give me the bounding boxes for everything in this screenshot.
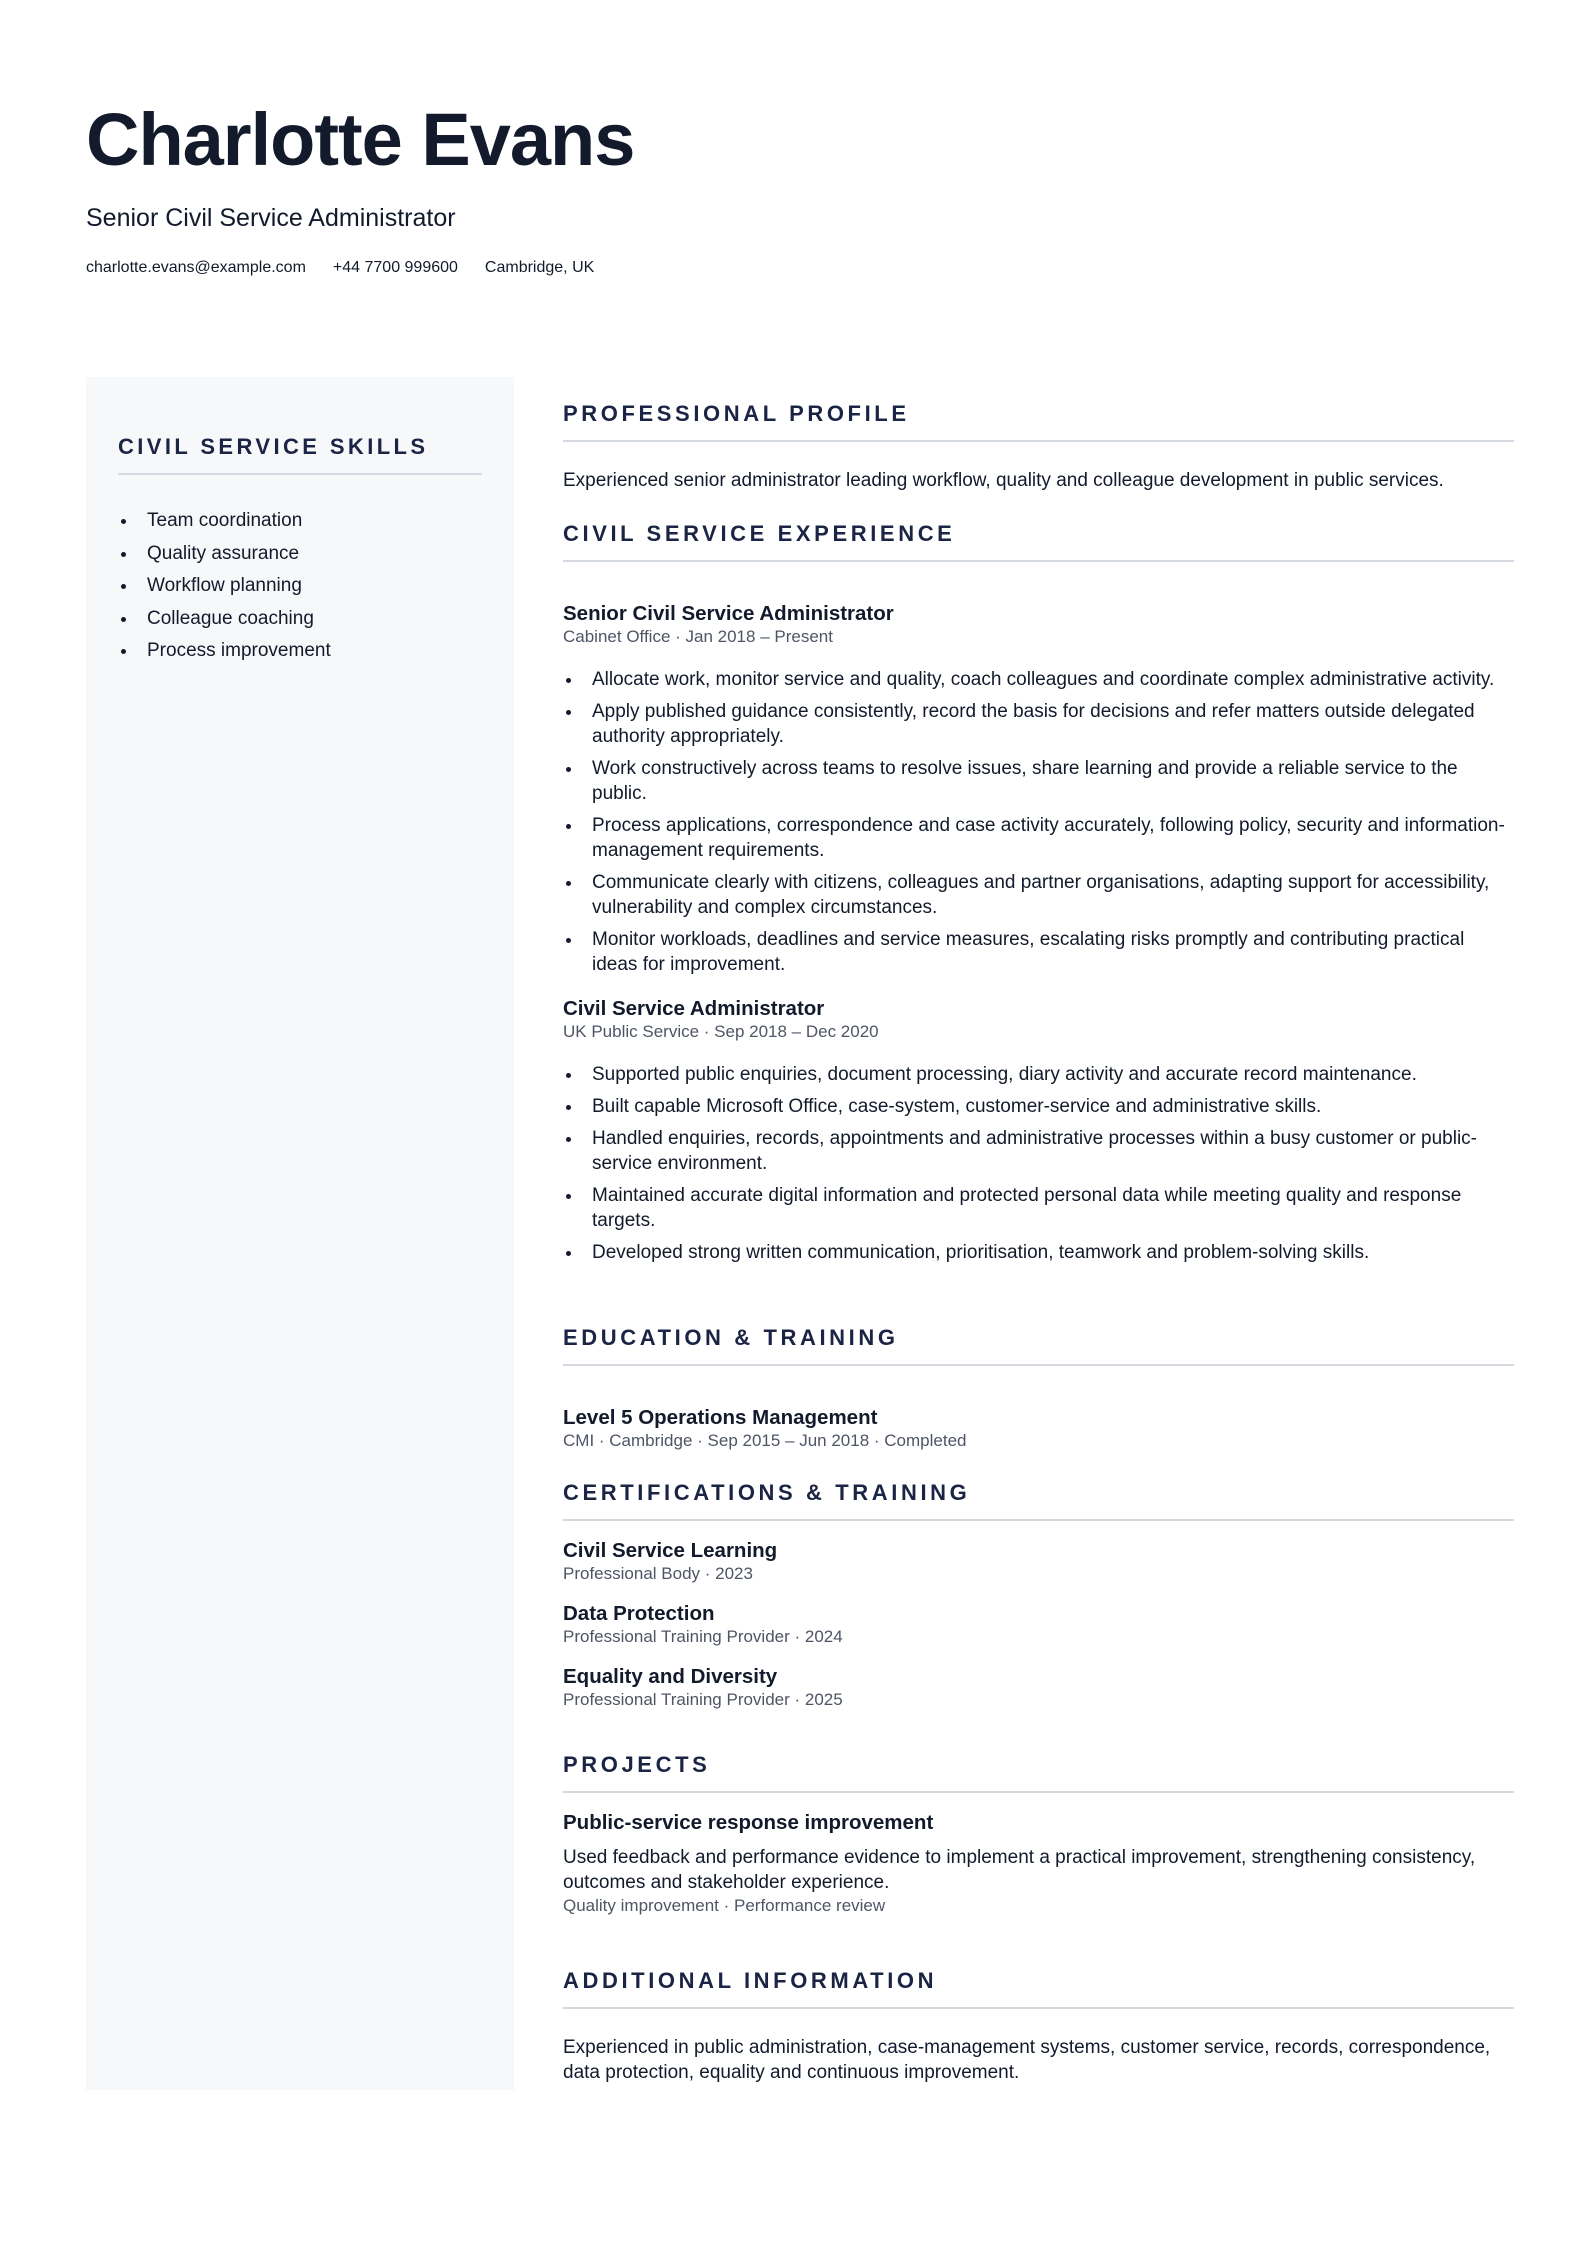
job-bullet: Allocate work, monitor service and quality, coach colleagues and coordinate complex administrative activity.	[563, 667, 1514, 692]
contact-phone[interactable]: +44 7700 999600	[332, 259, 458, 276]
skills-section	[118, 433, 482, 668]
certification-entry	[563, 1602, 1514, 1648]
additional-text: Experienced in public administration, case-management systems, customer service, records, correspondence, data protection, equality and continuous improvement.	[563, 2037, 1491, 2083]
education-section	[563, 1324, 1514, 1452]
sidebar	[86, 377, 514, 2090]
projects-section	[563, 1751, 1514, 1917]
job-title: Civil Service Administrator	[563, 997, 825, 1020]
certification-entry	[563, 1665, 1514, 1711]
contact-location: Cambridge, UK	[484, 259, 595, 276]
profile-heading: PROFESSIONAL PROFILE	[563, 401, 910, 426]
profile-summary: Experienced senior administrator leading workflow, quality and colleague development in public services.	[563, 470, 1444, 491]
skill-item: Team coordination	[118, 505, 482, 538]
section-divider	[563, 1519, 1514, 1521]
section-divider	[563, 1791, 1514, 1793]
certification-title: Data Protection	[563, 1602, 715, 1625]
section-divider	[563, 2007, 1514, 2009]
project-tags: Quality improvement · Performance review	[563, 1896, 886, 1915]
skills-heading: CIVIL SERVICE SKILLS	[118, 434, 429, 459]
job-bullet: Developed strong written communication, prioritisation, teamwork and problem-solving skills.	[563, 1240, 1514, 1265]
section-divider	[563, 1364, 1514, 1366]
job-entry	[563, 602, 1514, 977]
project-entry	[563, 1811, 1514, 1917]
project-title: Public-service response improvement	[563, 1811, 934, 1834]
certifications-section	[563, 1479, 1514, 1711]
job-bullet: Work constructively across teams to resolve issues, share learning and provide a reliable service to the public.	[563, 756, 1514, 806]
certification-meta: Professional Training Provider · 2024	[563, 1627, 843, 1646]
education-title: Level 5 Operations Management	[563, 1406, 878, 1429]
section-divider	[563, 440, 1514, 442]
candidate-headline: Senior Civil Service Administrator	[86, 204, 456, 232]
job-bullet: Monitor workloads, deadlines and service measures, escalating risks promptly and contributing practical ideas for improvement.	[563, 927, 1514, 977]
resume-header	[86, 96, 1506, 278]
certifications-heading: CERTIFICATIONS & TRAINING	[563, 1480, 971, 1505]
job-bullets	[563, 1062, 1514, 1265]
skill-item: Colleague coaching	[118, 603, 482, 636]
section-divider	[563, 560, 1514, 562]
job-meta: Cabinet Office · Jan 2018 – Present	[563, 627, 833, 646]
education-entry	[563, 1406, 1514, 1452]
skill-item: Quality assurance	[118, 538, 482, 571]
experience-section	[563, 520, 1514, 1265]
certification-meta: Professional Training Provider · 2025	[563, 1690, 843, 1709]
additional-section	[563, 1967, 1514, 2085]
education-heading: EDUCATION & TRAINING	[563, 1325, 899, 1350]
certification-meta: Professional Body · 2023	[563, 1564, 753, 1583]
contact-email[interactable]: charlotte.evans@example.com	[86, 259, 306, 276]
skills-list	[118, 505, 482, 668]
job-bullet: Communicate clearly with citizens, colleagues and partner organisations, adapting support for accessibility, vulnerability and complex circumstances.	[563, 870, 1514, 920]
certification-title: Equality and Diversity	[563, 1665, 778, 1688]
experience-heading: CIVIL SERVICE EXPERIENCE	[563, 521, 956, 546]
certification-title: Civil Service Learning	[563, 1539, 778, 1562]
job-title: Senior Civil Service Administrator	[563, 602, 894, 625]
projects-heading: PROJECTS	[563, 1752, 711, 1777]
skills-divider	[118, 473, 482, 475]
job-bullet: Handled enquiries, records, appointments and administrative processes within a busy customer or public-service environment.	[563, 1126, 1514, 1176]
project-description: Used feedback and performance evidence to implement a practical improvement, strengthening consistency, outcomes and stakeholder experience.	[563, 1847, 1476, 1893]
job-bullet: Built capable Microsoft Office, case-system, customer-service and administrative skills.	[563, 1094, 1514, 1119]
job-bullet: Supported public enquiries, document processing, diary activity and accurate record maintenance.	[563, 1062, 1514, 1087]
candidate-name: Charlotte Evans	[86, 98, 635, 181]
job-bullet: Maintained accurate digital information and protected personal data while meeting quality and response targets.	[563, 1183, 1514, 1233]
skill-item: Workflow planning	[118, 570, 482, 603]
profile-section	[563, 400, 1514, 493]
contact-details	[86, 258, 1506, 278]
additional-heading: ADDITIONAL INFORMATION	[563, 1968, 938, 1993]
skill-item: Process improvement	[118, 635, 482, 668]
job-entry	[563, 997, 1514, 1265]
education-meta: CMI · Cambridge · Sep 2015 – Jun 2018 · Completed	[563, 1431, 967, 1450]
job-bullets	[563, 667, 1514, 977]
job-bullet: Process applications, correspondence and case activity accurately, following policy, security and information-management requirements.	[563, 813, 1514, 863]
job-bullet: Apply published guidance consistently, record the basis for decisions and refer matters outside delegated authority appropriately.	[563, 699, 1514, 749]
certification-entry	[563, 1539, 1514, 1585]
job-meta: UK Public Service · Sep 2018 – Dec 2020	[563, 1022, 879, 1041]
